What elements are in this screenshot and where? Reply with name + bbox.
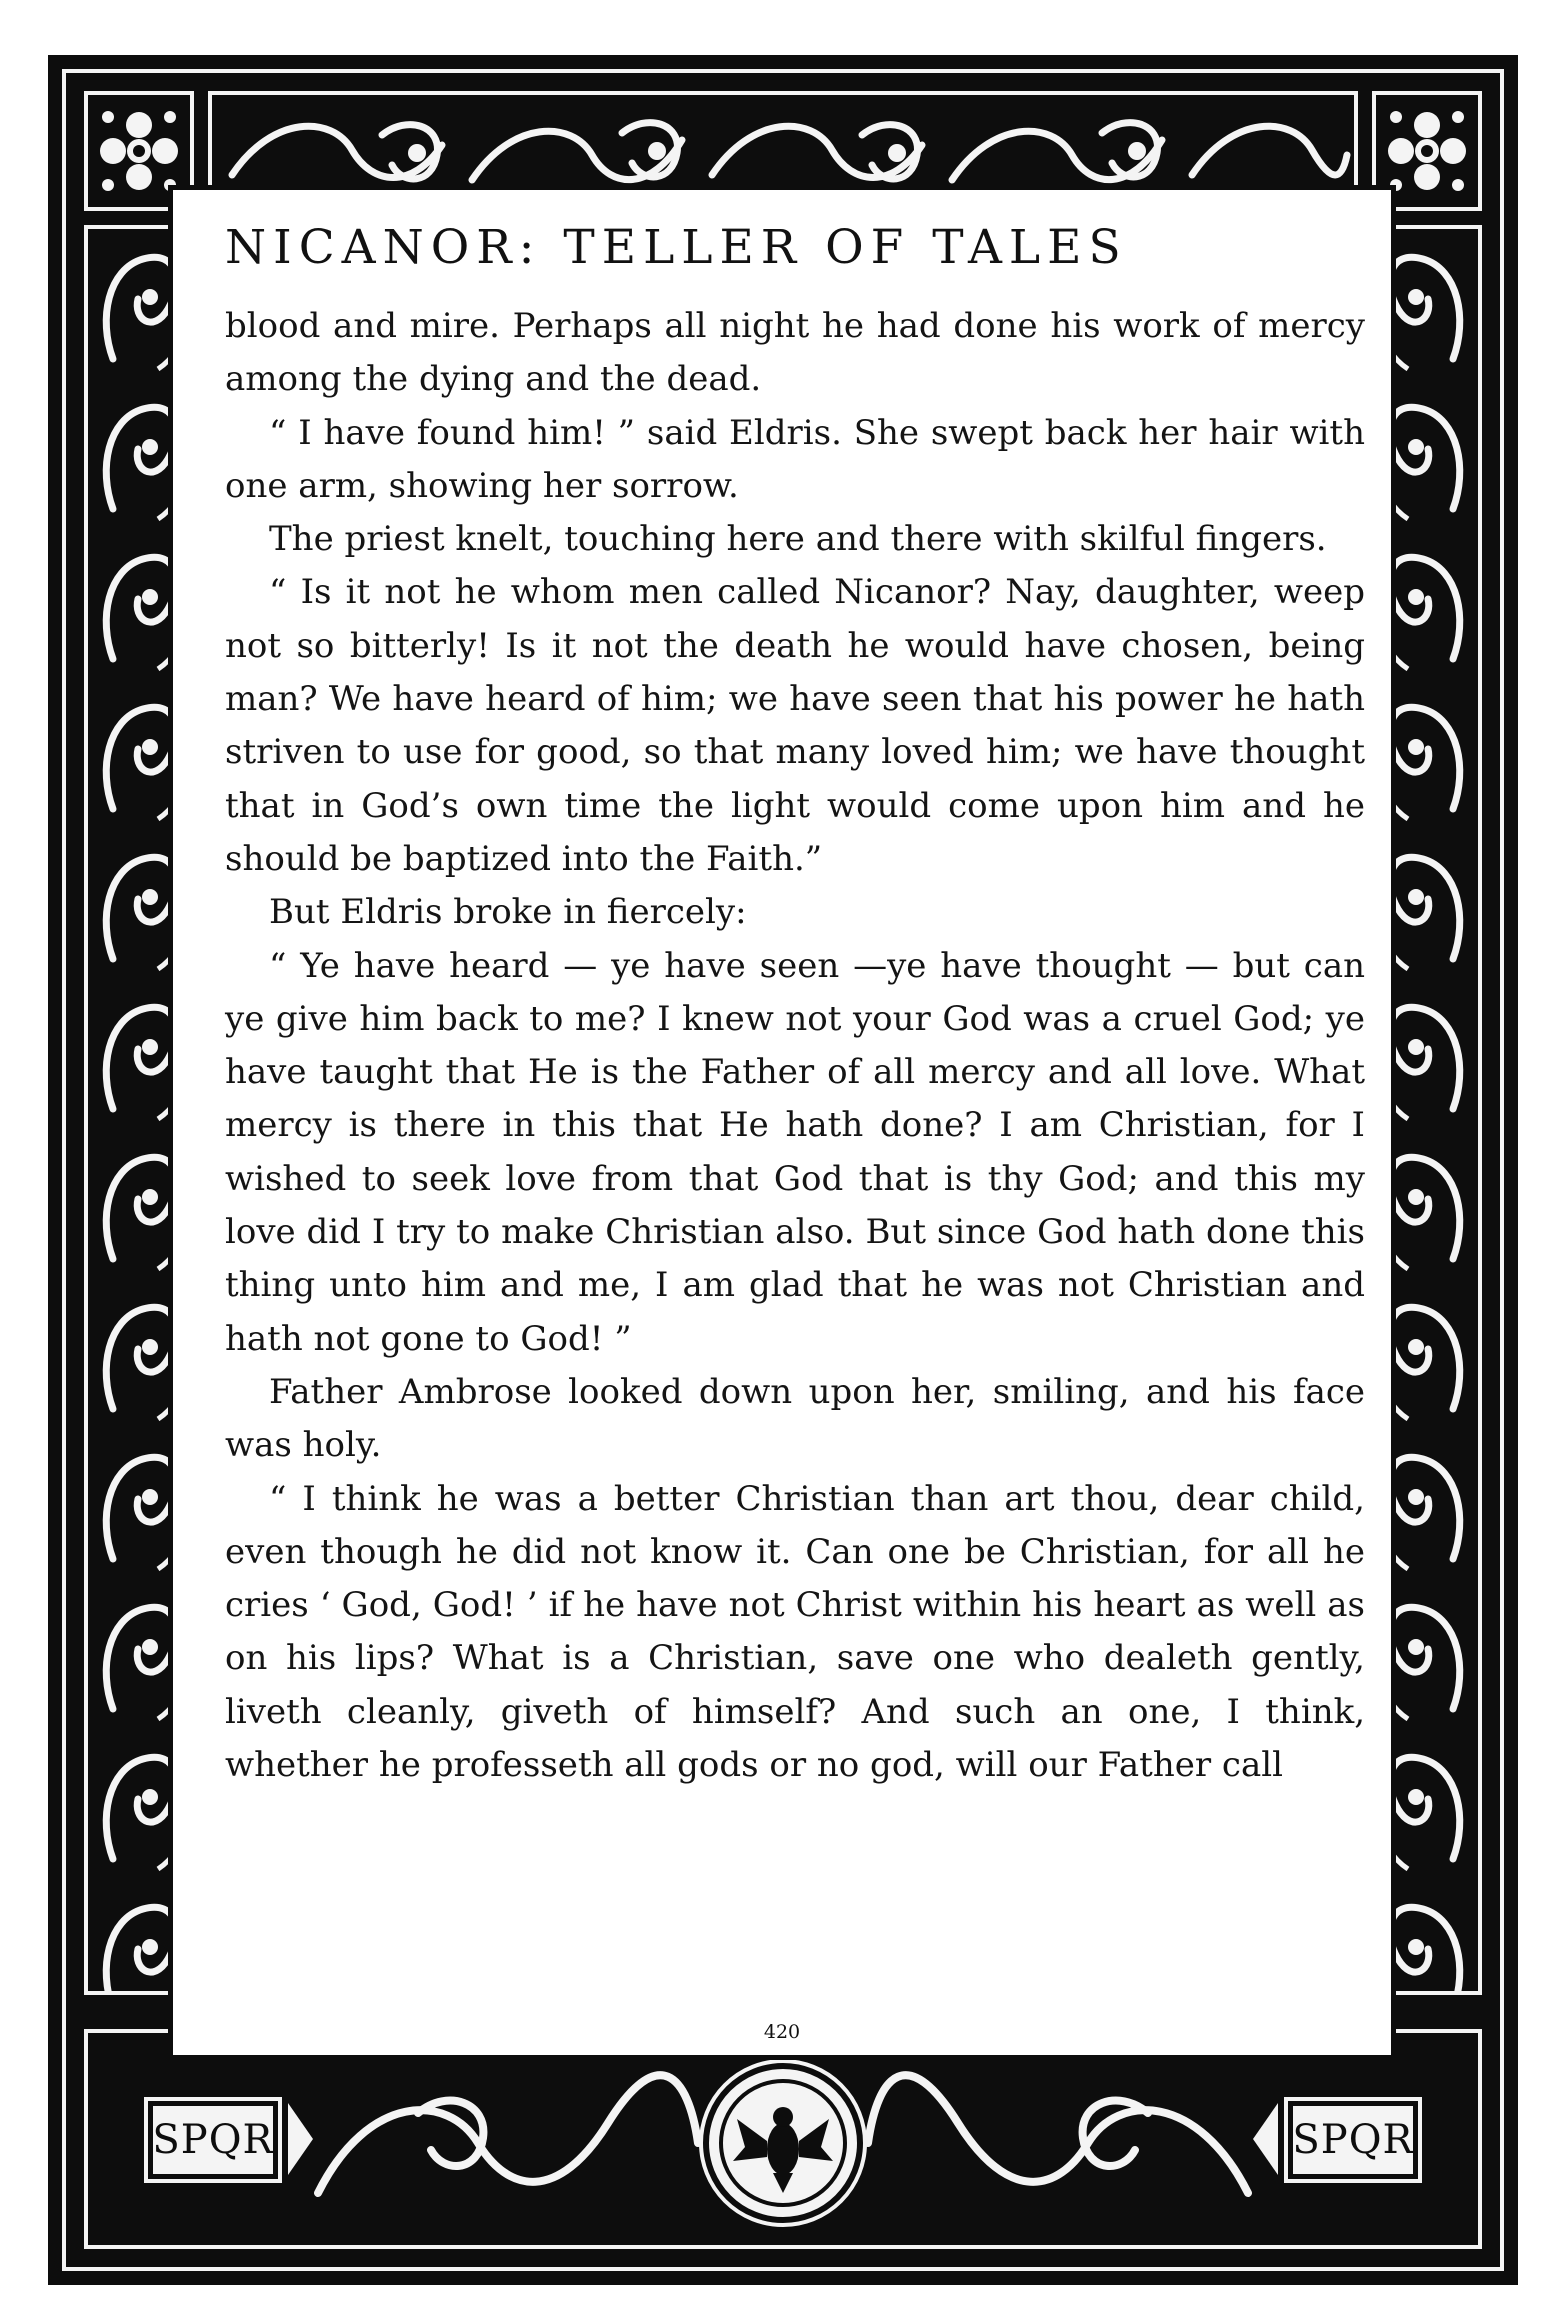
spqr-plaque-right: SPQR	[1288, 2101, 1418, 2179]
body-text	[225, 300, 1365, 1792]
running-head: NICANOR: TELLER OF TALES	[225, 220, 1128, 275]
text-panel	[168, 185, 1396, 2060]
paragraph: “ Ye have heard — ye have seen —ye have thought — but can ye give him back to me? I knew not your God was a cruel God; ye have taught that He is the Father of all mercy and all love. What mercy is there in this that He hath done? I am Christian, for I wished to seek love from that God that is thy God; and this my love did I try to make Christian also. But since God hath done this thing unto him and me, I am glad that he was not Christian and hath not gone to God! ”	[225, 945, 1365, 1359]
spqr-plaque-left: SPQR	[148, 2101, 278, 2179]
paragraph: “ I have found him! ” said Eldris. She swept back her hair with one arm, showing her sorrow.	[225, 412, 1365, 506]
eagle-medallion-icon	[703, 2063, 863, 2223]
paragraph: Father Ambrose looked down upon her, smiling, and his face was holy.	[225, 1371, 1365, 1466]
paragraph: The priest knelt, touching here and there with skilful fingers.	[269, 519, 1327, 560]
paragraph: “ Is it not he whom men called Nicanor? Nay, daughter, weep not so bitterly! Is it not the death he would have chosen, being man? We have heard of him; we have seen that his power he hath striven to use for good, so that many loved him; we have thought that in God’s own time the light would come upon him and he should be baptized into the Faith.”	[225, 572, 1365, 879]
bottom-frieze-band	[84, 2029, 1482, 2249]
paragraph: But Eldris broke in fiercely:	[269, 892, 747, 933]
paragraph: “ I think he was a better Christian than art thou, dear child, even though he did not know it. Can one be Christian, for all he cries ‘ God, God! ’ if he have not Christ within his heart as well as on his lips? What is a Christian, save one who dealeth gently, liveth cleanly, giveth of himself? And such an one, I think, whether he professeth all gods or no god, will our Father call	[225, 1478, 1365, 1786]
paragraph: blood and mire. Perhaps all night he had done his work of mercy among the dying and the dead.	[225, 306, 1365, 400]
page-number: 420	[763, 2021, 801, 2043]
